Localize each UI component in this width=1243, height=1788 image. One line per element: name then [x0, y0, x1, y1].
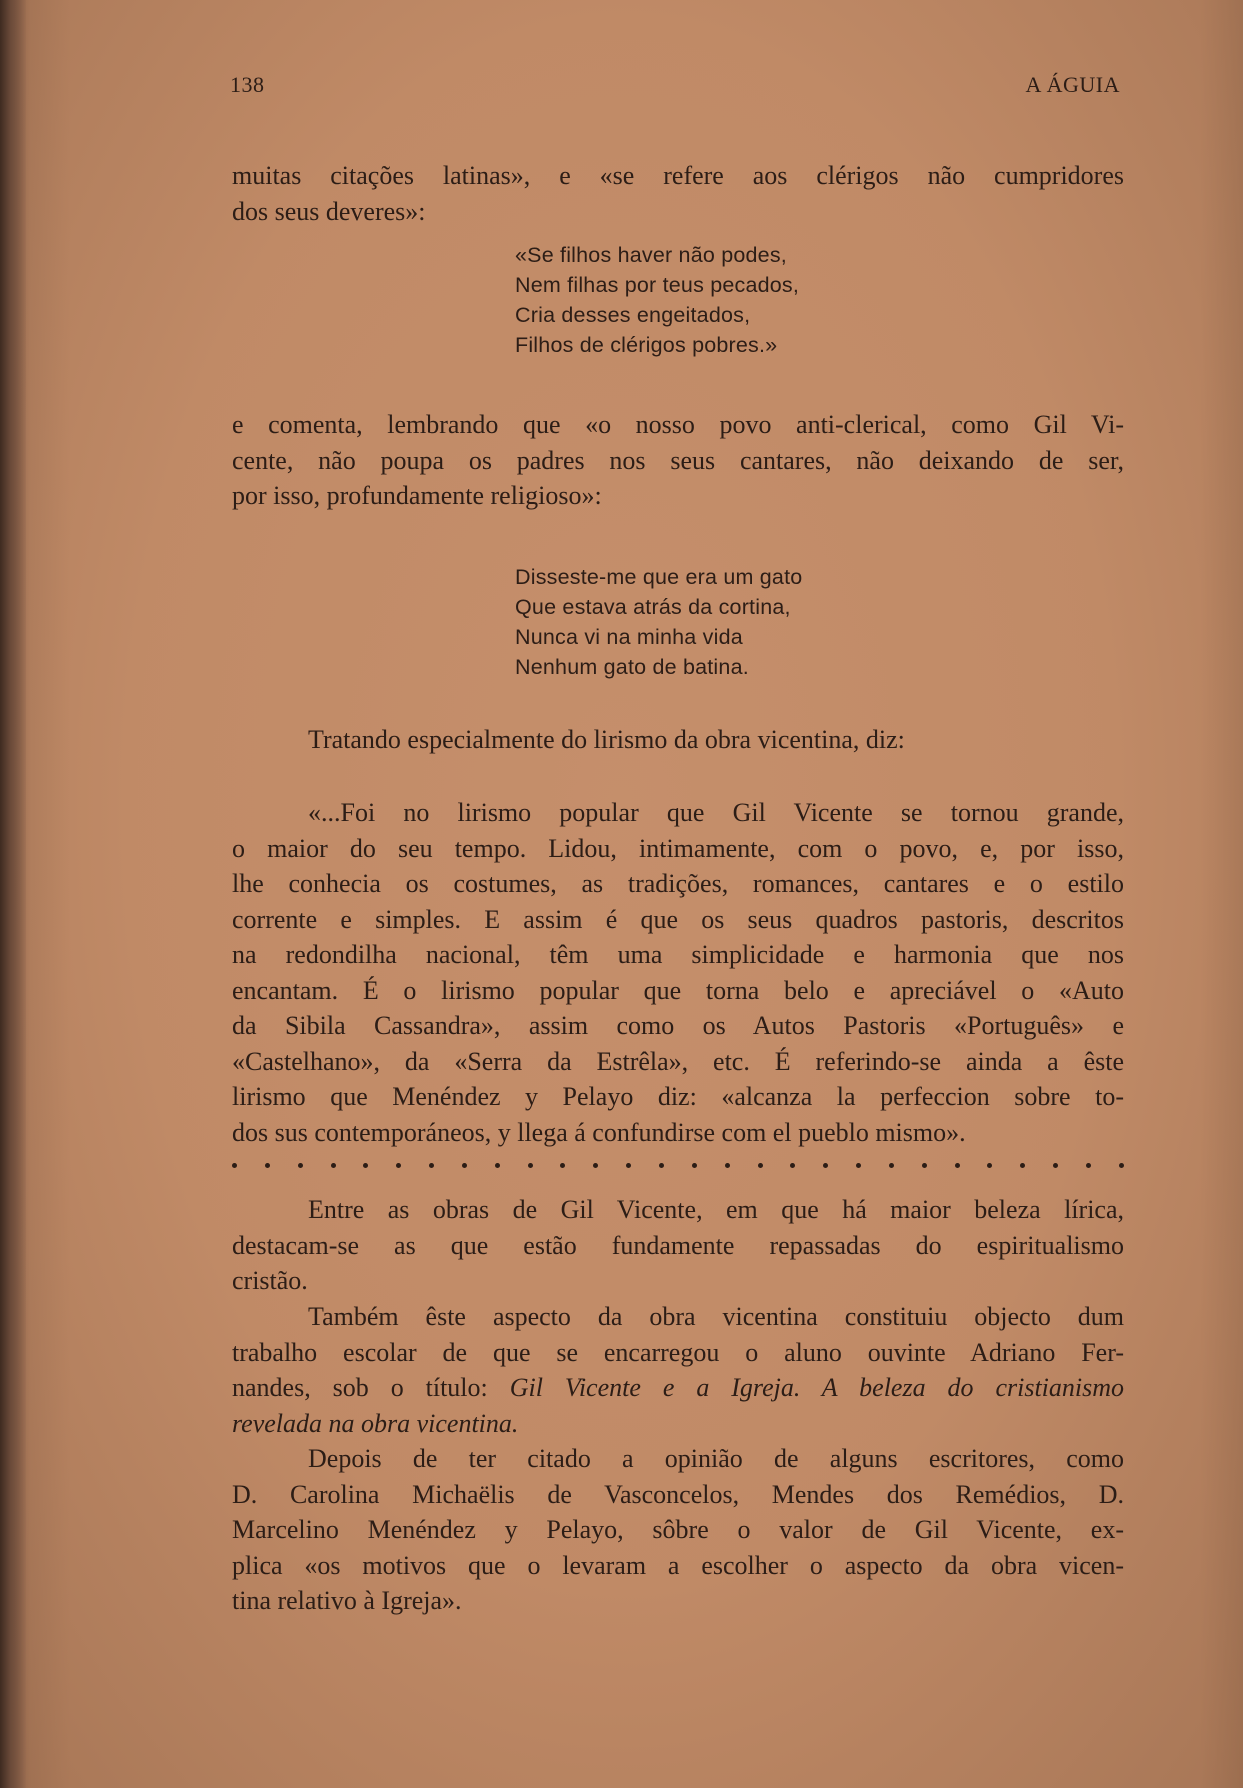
separator-dot	[856, 1163, 861, 1168]
separator-dot	[758, 1163, 763, 1168]
verse-line: Disseste-me que era um gato	[515, 565, 803, 589]
separator-dot	[232, 1163, 237, 1168]
paragraph-lyricism-quote	[232, 795, 1124, 1150]
verse-line: Nem filhas por teus pecados,	[515, 273, 800, 297]
text-line: muitas citações latinas», e «se refere aos clérigos não cumpridores	[232, 161, 1124, 190]
separator-dot	[265, 1163, 270, 1168]
separator-dot	[363, 1163, 368, 1168]
text-line: Também êste aspecto da obra vicentina constituiu objecto dum	[308, 1302, 1124, 1331]
text-line: lirismo que Menéndez y Pelayo diz: «alcanza la perfeccion sobre to-	[232, 1082, 1124, 1111]
separator-dot	[823, 1163, 828, 1168]
separator-dot	[889, 1163, 894, 1168]
text-line: encantam. É o lirismo popular que torna belo e apreciável o «Auto	[232, 975, 1124, 1005]
verse-line: Que estava atrás da cortina,	[515, 595, 791, 619]
text-line: lhe conhecia os costumes, as tradições, romances, cantares e o estilo	[232, 869, 1124, 898]
text-line-with-title	[232, 1370, 1124, 1406]
text-line: da Sibila Cassandra», assim como os Autos Pastoris «Português» e	[232, 1011, 1124, 1040]
separator-dot	[626, 1163, 631, 1168]
separator-dot	[331, 1163, 336, 1168]
paragraph-motives	[232, 1441, 1124, 1619]
separator-dot	[955, 1163, 960, 1168]
page-binding-edge	[0, 0, 26, 1788]
paragraph-intro	[232, 158, 1124, 229]
work-title: Gil Vicente e a Igreja. A beleza do cristianismo	[509, 1373, 1125, 1402]
page-header	[230, 72, 1120, 102]
separator-dot	[790, 1163, 795, 1168]
text-line: «...Foi no lirismo popular que Gil Vicente se tornou grande,	[308, 798, 1124, 827]
text-line: destacam-se as que estão fundamente repassadas do espiritualismo	[232, 1230, 1124, 1260]
separator-dot	[987, 1163, 992, 1168]
separator-dot	[429, 1163, 434, 1168]
separator-dot	[495, 1163, 500, 1168]
separator-dot	[1086, 1163, 1091, 1168]
text-line: e comenta, lembrando que «o nosso povo anti-clerical, como Gil Vi-	[232, 410, 1124, 439]
separator-dot	[462, 1163, 467, 1168]
verse-line: Cria desses engeitados,	[515, 303, 751, 327]
verse-line: Nenhum gato de batina.	[515, 655, 749, 679]
page-number: 138	[230, 72, 265, 97]
text-line: dos sus contemporáneos, y llega á confundirse com el pueblo mismo».	[232, 1117, 966, 1147]
separator-dot	[593, 1163, 598, 1168]
separator-dot	[396, 1163, 401, 1168]
text-line: dos seus deveres»:	[232, 196, 426, 226]
separator-dot	[528, 1163, 533, 1168]
separator-dot	[298, 1163, 303, 1168]
separator-dot	[725, 1163, 730, 1168]
text-line: trabalho escolar de que se encarregou o aluno ouvinte Adriano Fer-	[232, 1337, 1124, 1367]
separator-dot	[1020, 1163, 1025, 1168]
text-line: Marcelino Menéndez y Pelayo, sôbre o valor de Gil Vicente, ex-	[232, 1515, 1124, 1544]
separator-dot	[1053, 1163, 1058, 1168]
separator-dot	[560, 1163, 565, 1168]
text-line: Depois de ter citado a opinião de alguns escritores, como	[308, 1444, 1124, 1473]
text-line: Tratando especialmente do lirismo da obra vicentina, diz:	[308, 725, 905, 754]
running-title: A ÁGUIA	[1025, 72, 1120, 97]
paragraph-spiritualism	[232, 1192, 1124, 1299]
paragraph-comment	[232, 407, 1124, 514]
text-line: por isso, profundamente religioso»:	[232, 481, 602, 510]
verse-line: Filhos de clérigos pobres.»	[515, 333, 778, 357]
text-line: plica «os motivos que o levaram a escolher o aspecto da obra vicen-	[232, 1550, 1124, 1580]
text-line: D. Carolina Michaëlis de Vasconcelos, Mendes dos Remédios, D.	[232, 1479, 1124, 1509]
verse-quote-2	[515, 562, 802, 682]
text-line: na redondilha nacional, têm uma simplicidade e harmonia que nos	[232, 940, 1124, 969]
separator-dot	[922, 1163, 927, 1168]
text-line: cristão.	[232, 1266, 308, 1295]
text-line: cente, não poupa os padres nos seus cantares, não deixando de ser,	[232, 445, 1124, 475]
text-line: Entre as obras de Gil Vicente, em que há maior beleza lírica,	[308, 1195, 1124, 1224]
separator-dot	[1119, 1163, 1124, 1168]
verse-line: Nunca vi na minha vida	[515, 625, 743, 649]
paragraph-school-work	[232, 1299, 1124, 1441]
separator-dot	[692, 1163, 697, 1168]
verse-line: «Se filhos haver não podes,	[515, 243, 787, 267]
work-title-continued: revelada na obra vicentina.	[232, 1408, 519, 1438]
text-line: «Castelhano», da «Serra da Estrêla», etc. É referindo-se ainda a êste	[232, 1046, 1124, 1076]
text-line: o maior do seu tempo. Lidou, intimamente, com o povo, e, por isso,	[232, 833, 1124, 863]
dotted-separator	[232, 1163, 1124, 1177]
text-line: tina relativo à Igreja».	[232, 1586, 462, 1615]
text-segment: nandes, sob o título:	[232, 1373, 488, 1402]
verse-quote-1	[515, 240, 799, 360]
text-line: corrente e simples. E assim é que os seus quadros pastoris, descritos	[232, 904, 1124, 934]
separator-dot	[659, 1163, 664, 1168]
paragraph-lyricism-intro	[232, 722, 1124, 758]
